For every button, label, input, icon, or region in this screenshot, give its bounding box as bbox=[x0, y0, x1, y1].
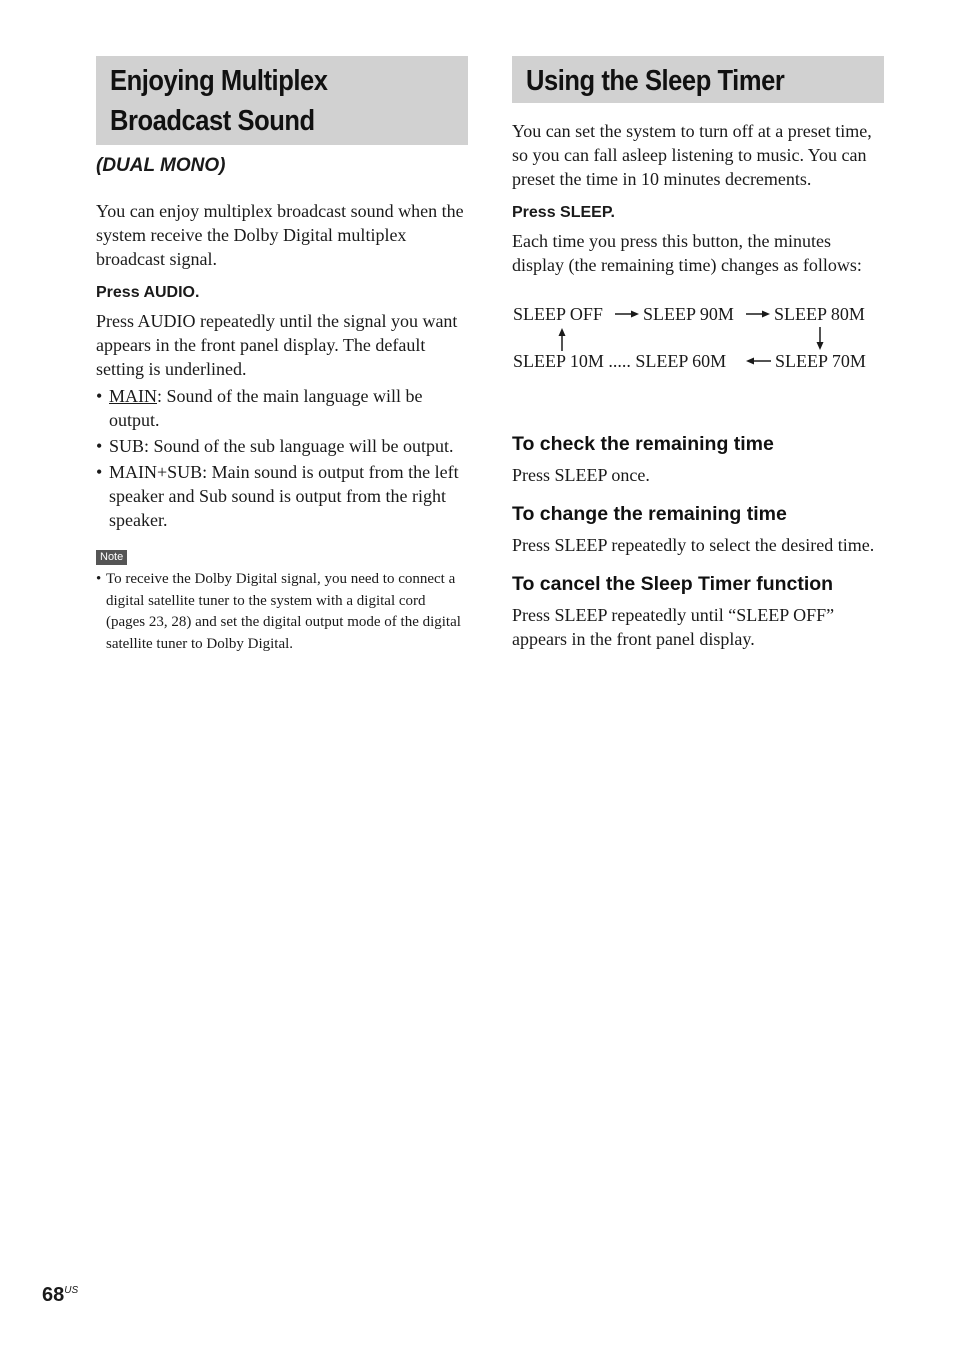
page-number bbox=[42, 1284, 78, 1307]
press-audio-label: Press AUDIO. bbox=[96, 284, 200, 301]
option-main-key: MAIN bbox=[109, 386, 157, 406]
press-sleep-body: Each time you press this button, the minutes display (the remaining time) changes as follows: bbox=[512, 231, 862, 275]
option-sub-key: SUB bbox=[109, 436, 145, 456]
note-badge: Note bbox=[96, 550, 127, 565]
seq-sleep-10m-60m: SLEEP 10M ..... SLEEP 60M bbox=[513, 351, 727, 371]
multiplex-intro: You can enjoy multiplex broadcast sound when the system receive the Dolby Digital multiplex broadcast signal. bbox=[96, 201, 464, 269]
multiplex-heading-line2: Broadcast Sound bbox=[110, 105, 315, 137]
option-main-text: : Sound of the main language will be output. bbox=[109, 386, 423, 430]
note-text: • To receive the Dolby Digital signal, you need to connect a digital satellite tuner to the system with a digital cord (pages 23, 28) and set the digital output mode of the digital satellite tuner to Dolby Digital. bbox=[96, 569, 468, 655]
audio-options-list bbox=[96, 384, 468, 532]
sleep-timer-section bbox=[512, 56, 884, 651]
press-sleep-label: Press SLEEP. bbox=[512, 204, 615, 221]
page-region: US bbox=[64, 1285, 79, 1296]
multiplex-section bbox=[96, 56, 468, 655]
option-sub bbox=[96, 434, 468, 458]
arrow-up-icon bbox=[556, 327, 568, 351]
option-main-sub-text: : Main sound is output from the left speaker and Sub sound is output from the right speaker. bbox=[109, 462, 459, 530]
change-heading: To change the remaining time bbox=[512, 503, 787, 525]
seq-sleep-80m: SLEEP 80M bbox=[774, 304, 865, 324]
arrow-left-icon bbox=[746, 355, 771, 367]
sleep-timer-heading-text: Using the Sleep Timer bbox=[526, 65, 785, 97]
press-audio-body: Press AUDIO repeatedly until the signal you want appears in the front panel display. The default setting is underlined. bbox=[96, 311, 458, 379]
seq-sleep-off: SLEEP OFF bbox=[513, 304, 603, 324]
check-body: Press SLEEP once. bbox=[512, 465, 650, 485]
sleep-sequence-diagram bbox=[512, 301, 884, 397]
arrow-down-icon bbox=[814, 327, 826, 351]
page-number-value: 68 bbox=[42, 1284, 65, 1306]
option-main bbox=[96, 384, 468, 432]
sleep-intro: You can set the system to turn off at a preset time, so you can fall asleep listening to music. You can preset the time in 10 minutes decrements. bbox=[512, 121, 872, 189]
cancel-body: Press SLEEP repeatedly until “SLEEP OFF” appears in the front panel display. bbox=[512, 605, 835, 649]
option-main-sub bbox=[96, 460, 468, 532]
cancel-heading: To cancel the Sleep Timer function bbox=[512, 573, 834, 595]
sleep-timer-heading bbox=[512, 56, 884, 103]
option-sub-text: : Sound of the sub language will be output. bbox=[144, 436, 454, 456]
dual-mono-subtitle: (DUAL MONO) bbox=[96, 155, 226, 176]
arrow-right-icon bbox=[615, 308, 640, 320]
change-body: Press SLEEP repeatedly to select the desired time. bbox=[512, 535, 875, 555]
multiplex-heading-line1: Enjoying Multiplex bbox=[110, 65, 328, 97]
multiplex-heading bbox=[96, 56, 468, 145]
arrow-right-icon bbox=[746, 308, 771, 320]
seq-sleep-70m: SLEEP 70M bbox=[775, 351, 866, 371]
check-heading: To check the remaining time bbox=[512, 433, 774, 455]
seq-sleep-90m: SLEEP 90M bbox=[643, 304, 734, 324]
option-main-sub-key: MAIN+SUB bbox=[109, 462, 203, 482]
